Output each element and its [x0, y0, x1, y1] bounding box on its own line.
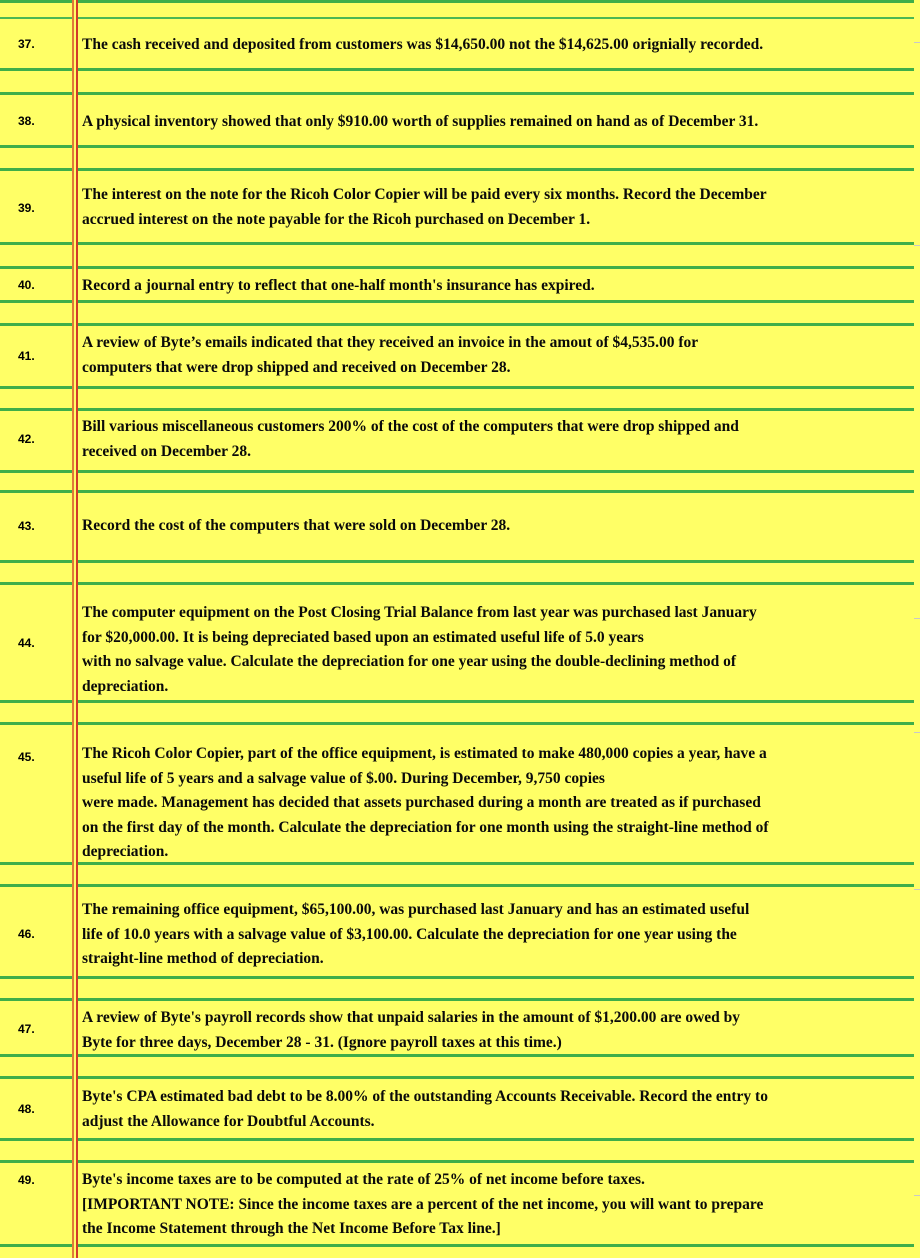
item-text	[82, 898, 912, 972]
row-divider	[0, 92, 914, 95]
row-divider	[0, 386, 914, 389]
item-number: 37.	[18, 37, 35, 51]
item-line: with no salvage value. Calculate the depreciation for one year using the double-declining method of	[82, 653, 737, 670]
gridline-stub	[914, 42, 920, 43]
item-text	[82, 514, 912, 539]
row-divider	[0, 560, 914, 563]
item-line: A physical inventory showed that only $910.00 worth of supplies remained on hand as of December 31.	[82, 113, 759, 130]
item-number: 48.	[18, 1102, 35, 1116]
item-line: Byte's CPA estimated bad debt to be 8.00% of the outstanding Accounts Receivable. Record the entry to	[82, 1088, 768, 1105]
item-text	[82, 601, 912, 699]
item-text	[82, 331, 912, 380]
item-text	[82, 110, 912, 135]
item-line: the Income Statement through the Net Income Before Tax line.]	[82, 1220, 501, 1237]
item-line: Byte for three days, December 28 - 31. (Ignore payroll taxes at this time.)	[82, 1033, 562, 1051]
item-number: 38.	[18, 114, 35, 128]
item-text	[82, 742, 912, 865]
row-divider	[0, 884, 914, 887]
item-line: depreciation.	[82, 843, 169, 860]
item-line: Record the cost of the computers that were sold on December 28.	[82, 517, 511, 534]
item-number: 41.	[18, 349, 35, 363]
item-number: 42.	[18, 432, 35, 446]
row-divider	[0, 700, 914, 703]
gridline-stub	[914, 1195, 920, 1196]
item-line: straight-line method of depreciation.	[82, 950, 324, 967]
item-number: 45.	[18, 750, 35, 764]
row-divider	[0, 323, 914, 326]
row-divider	[0, 17, 914, 19]
gridline-stub	[914, 889, 920, 890]
item-number: 40.	[18, 278, 35, 292]
item-number: 43.	[18, 519, 35, 533]
row-divider	[0, 242, 914, 245]
item-line: adjust the Allowance for Doubtful Accounts.	[82, 1112, 375, 1130]
row-divider	[0, 68, 914, 71]
item-line: The interest on the note for the Ricoh Color Copier will be paid every six months. Record the December	[82, 186, 767, 203]
row-divider	[0, 408, 914, 411]
item-number: 44.	[18, 636, 35, 650]
row-divider	[0, 145, 914, 148]
row-divider	[0, 998, 914, 1001]
item-line: The Ricoh Color Copier, part of the office equipment, is estimated to make 480,000 copies a year, have a	[82, 745, 767, 762]
item-line: A review of Byte's payroll records show that unpaid salaries in the amount of $1,200.00 are owed by	[82, 1009, 741, 1026]
item-text	[82, 1006, 912, 1055]
item-line: were made. Management has decided that assets purchased during a month are treated as if purchased	[82, 794, 761, 811]
item-text	[82, 1168, 912, 1242]
item-line: for $20,000.00. It is being depreciated based upon an estimated useful life of 5.0 years	[82, 628, 644, 646]
item-line: life of 10.0 years with a salvage value of $3,100.00. Calculate the depreciation for one year using the	[82, 925, 737, 943]
item-line: useful life of 5 years and a salvage value of $.00. During December, 9,750 copies	[82, 769, 605, 787]
item-line: Byte's income taxes are to be computed at the rate of 25% of net income before taxes.	[82, 1171, 645, 1188]
item-text	[82, 274, 912, 299]
row-divider	[0, 1244, 914, 1247]
item-text	[82, 183, 912, 232]
row-divider	[0, 266, 914, 269]
item-line: accrued interest on the note payable for the Ricoh purchased on December 1.	[82, 210, 591, 228]
item-text	[82, 1085, 912, 1134]
item-line: [IMPORTANT NOTE: Since the income taxes are a percent of the net income, you will want to prepare	[82, 1195, 764, 1213]
row-divider	[0, 1138, 914, 1141]
item-number: 39.	[18, 201, 35, 215]
row-divider	[0, 976, 914, 979]
row-divider	[0, 300, 914, 303]
row-divider	[0, 168, 914, 171]
item-text	[82, 415, 912, 464]
item-line: Record a journal entry to reflect that one-half month's insurance has expired.	[82, 277, 595, 294]
row-divider	[0, 582, 914, 585]
item-line: depreciation.	[82, 677, 169, 695]
item-text	[82, 33, 912, 58]
item-line: on the first day of the month. Calculate the depreciation for one month using the straight-line method of	[82, 818, 769, 836]
row-divider	[0, 1076, 914, 1079]
item-line: Bill various miscellaneous customers 200% of the cost of the computers that were drop shipped and	[82, 418, 739, 435]
margin-rule-right	[76, 0, 78, 1258]
item-line: The cash received and deposited from customers was $14,650.00 not the $14,625.00 orignially recorded.	[82, 36, 764, 53]
gridline-stub	[914, 618, 920, 619]
item-line: computers that were drop shipped and received on December 28.	[82, 358, 511, 376]
row-divider	[0, 0, 914, 3]
gridline-stub	[914, 732, 920, 733]
row-divider	[0, 1160, 914, 1163]
item-line: A review of Byte’s emails indicated that they received an invoice in the amout of $4,535.00 for	[82, 334, 699, 351]
item-number: 49.	[18, 1173, 35, 1187]
row-divider	[0, 722, 914, 725]
item-number: 46.	[18, 927, 35, 941]
item-line: The remaining office equipment, $65,100.00, was purchased last January and has an estimated useful	[82, 901, 750, 918]
row-divider	[0, 470, 914, 473]
gridline-stub	[914, 245, 920, 246]
item-line: The computer equipment on the Post Closing Trial Balance from last year was purchased last January	[82, 604, 757, 621]
item-line: received on December 28.	[82, 442, 252, 460]
row-divider	[0, 490, 914, 493]
item-number: 47.	[18, 1022, 35, 1036]
